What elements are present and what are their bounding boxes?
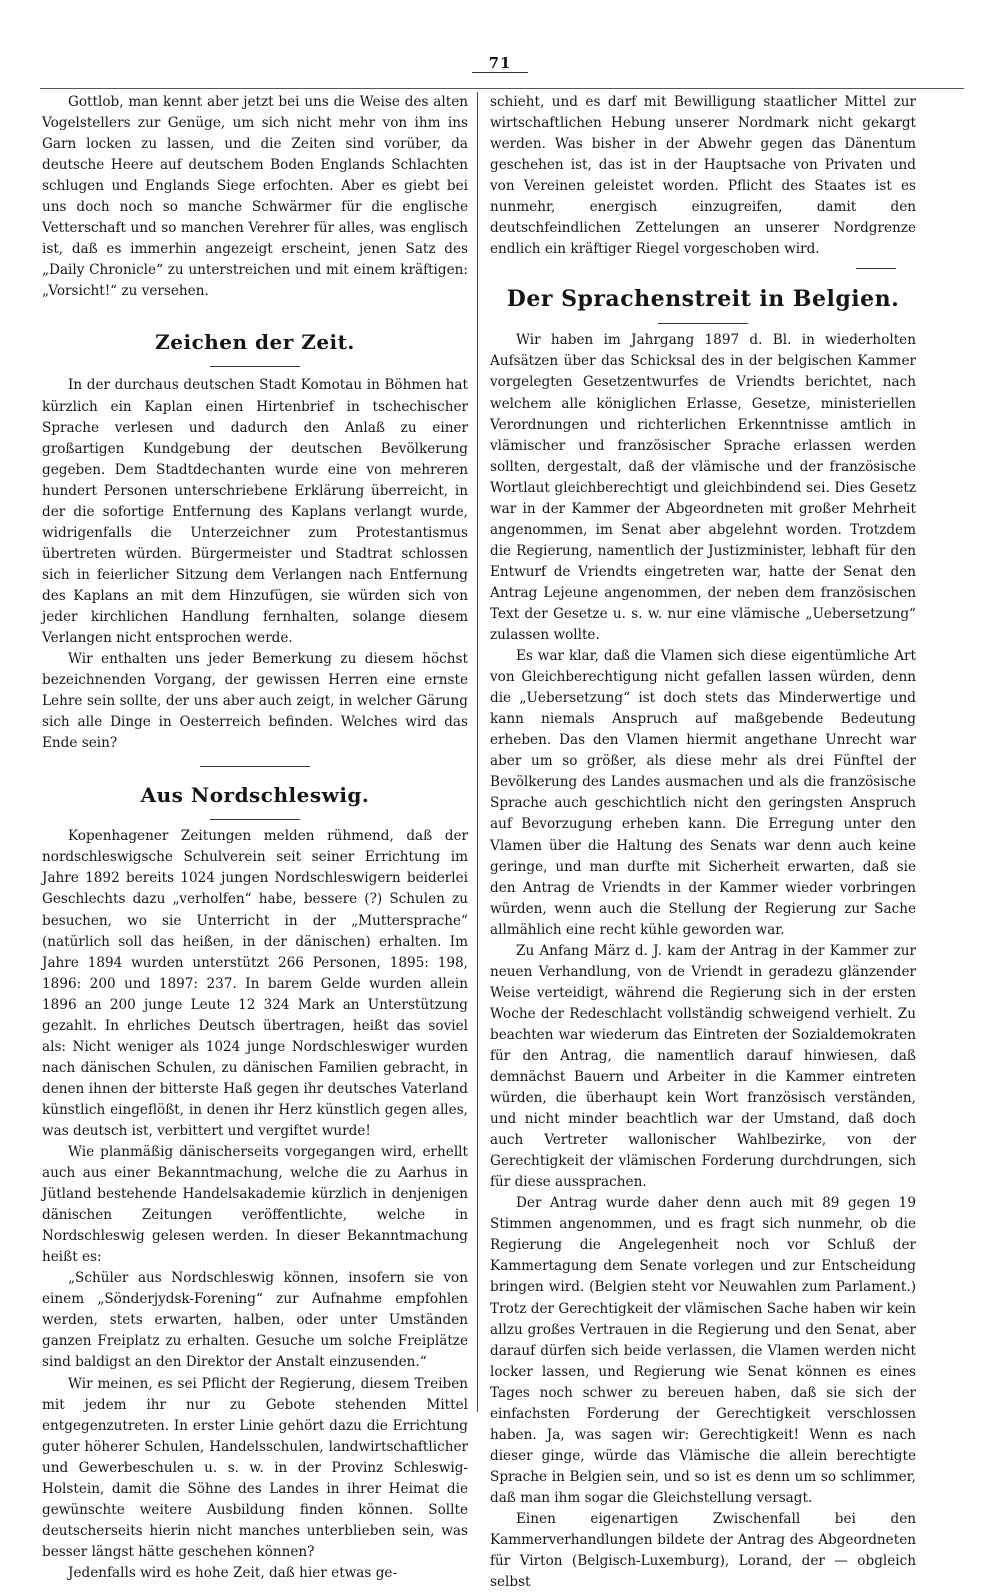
quoted-paragraph: „Schüler aus Nordschleswig können, insofern sie von einem „Sönderjydsk-Forening“ zur Aufnahme empfohlen werden, stets erwarten, halben, oder unter Umständen ganzen Freiplatz zu erhalten. Gesuche um solche Freiplätze sind baldigst an den Direktor der Anstalt einzusenden.“: [42, 1270, 468, 1371]
article-paragraph: Wir meinen, es sei Pflicht der Regierung, diesem Treiben mit jedem ihr nur zu Gebote stehenden Mittel entgegenzutreten. In erster Linie gehört dazu die Errichtung guter höherer Schulen, Handelsschulen, landwirtschaftlicher und Gewerbeschulen u. s. w. in der Provinz Schleswig-Holstein, damit die Söhne des Landes in ihrer Heimat die gewünschte weitere Ausbildung finden können. Sollte deutscherseits hierin nicht manches unterblieben sein, was besser längst hätte geschehen können?: [42, 1375, 468, 1560]
continuation-paragraph: schieht, und es darf mit Bewilligung staatlicher Mittel zur wirtschaftlichen Hebung unserer Nordmark nicht gekargt werden. Was bisher in der Abwehr gegen das Dänentum geschehen ist, das ist in der Hauptsache von Privaten und von Vereinen geleistet worden. Pflicht des Staates ist es nunmehr, energisch einzugreifen, damit den deutschfeindlichen Zettelungen an unserer Nordgrenze endlich ein kräftiger Riegel vorgeschoben wird.: [490, 94, 916, 258]
article-paragraph: Zu Anfang März d. J. kam der Antrag in der Kammer zur neuen Verhandlung, von de Vriendt in geradezu glänzender Weise verteidigt, während die Regierung sich in der ersten Woche der Redeschlacht vollständig schweigend verhielt. Zu beachten war wiederum das Eintreten der Sozialdemokraten für den Antrag, die namentlich darauf hinwiesen, daß demnächst Bauern und Arbeiter in die Kammer eintreten würden, die überhaupt kein Wort französisch verständen, und nicht minder beachtlich war der Umstand, daß doch auch Vertreter wallonischer Wahlbezirke, von der Gerechtigkeit der vlämischen Forderung durchdrungen, sich für diese aussprachen.: [490, 942, 916, 1191]
right-column: [490, 92, 916, 1591]
article-paragraph: Der Antrag wurde daher denn auch mit 89 gegen 19 Stimmen angenommen, und es fragt sich nunmehr, ob die Regierung die Angelegenheit noch vor Schluß der Kammertagung dem Senate vorlegen und zur Entscheidung bringen wird. (Belgien steht vor Neuwahlen zum Parlament.) Trotz der Gerechtigkeit der vlämischen Sache haben wir kein allzu großes Vertrauen in die Regierung und den Senat, aber darauf dürfen sich beide verlassen, die Vlamen werden nicht locker lassen, und Regierung wie Senat können es eines Tages noch schwer zu bereuen haben, daß sie sich der einfachsten Forderung der Gerechtigkeit verschlossen haben. Ja, was sagen wir: Gerechtigkeit! Wenn es nach dieser ginge, würde das Vlämische die allein berechtigte Sprache in Belgien sein, und so ist es denn um so schlimmer, daß man ihm sogar die Gleichstellung versagt.: [490, 1195, 916, 1506]
article-paragraph: In der durchaus deutschen Stadt Komotau in Böhmen hat kürzlich ein Kaplan einen Hirtenbrief in tschechischer Sprache verlesen und dadurch den Anlaß zu einer großartigen Kundgebung der deutschen Bevölkerung gegeben. Dem Stadtdechanten wurde eine von mehreren hundert Personen unterschriebene Erklärung überreicht, in der die sofortige Entfernung des Kaplans verlangt wurde, widrigenfalls die Unterzeichner zum Protestantismus übertreten würden. Bürgermeister und Stadtrat schlossen sich in feierlicher Sitzung dem Verlangen nach Entfernung des Kaplans an mit dem Hinzufügen, sie würden sich von jeder kirchlichen Handlung fernhalten, solange diesem Verlangen nicht entsprochen werde.: [42, 377, 468, 647]
section-heading-zeichen-der-zeit: Zeichen der Zeit.: [155, 330, 355, 355]
article-paragraph: Einen eigenartigen Zwischenfall bei den Kammerverhandlungen bildete der Antrag des Abgeordneten für Virton (Belgisch-Luxemburg), Lorand, der — obgleich selbst: [490, 1511, 916, 1591]
article-paragraph: Wie planmäßig dänischerseits vorgegangen wird, erhellt auch aus einer Bekanntmachung, welche die zu Aarhus in Jütland bestehende Handelsakademie kürzlich in denjenigen dänischen Zeitungen veröffentlichte, welche in Nordschleswig gelesen werden. In dieser Bekanntmachung heißt es:: [42, 1144, 468, 1266]
page-number-rule: [472, 72, 528, 73]
article-paragraph: Es war klar, daß die Vlamen sich diese eigentümliche Art von Gleichberechtigung nicht gefallen lassen würden, denn die „Uebersetzung“ ist doch stets das Minderwertige und kann niemals Anspruch auf maßgebende Bedeutung erheben. Das den Vlamen hiermit angethane Unrecht war aber um so größer, als diese mehr als drei Fünftel der Bevölkerung des Landes ausmachen und als die französische Sprache auch geschichtlich nicht den geringsten Anspruch auf Bevorzugung erheben kann. Die Erregung unter den Vlamen über die Haltung des Senats war denn auch keine geringe, und man durfte mit Sicherheit erwarten, daß sie den Antrag de Vriendts in der Kammer wieder vorbringen würden, wenn auch die Stellung der Regierung zur Sache allmählich eine recht kühle geworden war.: [490, 648, 916, 938]
end-rule: [856, 268, 896, 269]
section-heading-aus-nordschleswig: Aus Nordschleswig.: [140, 783, 370, 808]
article-paragraph: Kopenhagener Zeitungen melden rühmend, daß der nordschleswigsche Schulverein seit seiner Errichtung im Jahre 1892 bereits 1024 jungen Nordschleswigern beiderlei Geschlechts dazu „verholfen“ habe, bessere (?) Schulen zu besuchen, wo sie Unterricht in der „Muttersprache“ (natürlich soll das heißen, in der dänischen) erhalten. Im Jahre 1894 wurden unterstützt 266 Personen, 1895: 198, 1896: 200 und 1897: 237. In barem Gelde wurden allein 1896 an 200 junge Leute 12 324 Mark an Unterstützung gezahlt. In ehrliches Deutsch übertragen, heißt das soviel als: Nicht weniger als 1024 junge Nordschleswiger wurden nach dänischen Schulen, zu dänischen Familien gebracht, in denen ihnen der bitterste Haß gegen ihr deutsches Vaterland künstlich eingeflößt, in denen ihr Herz künstlich gegen alles, was deutsch ist, verbittert und vergiftet wurde!: [42, 828, 468, 1139]
intro-paragraph: Gottlob, man kennt aber jetzt bei uns die Weise des alten Vogelstellers zur Genüge, um sich nicht mehr von ihm ins Garn locken zu lassen, und die Zeiten sind vorüber, da deutsche Heere auf deutschem Boden Englands Schlachten schlugen und Englands Siege erfochten. Aber es giebt bei uns doch noch so manche Schwärmer für die englische Vetterschaft und so manchen Verehrer für alles, was englisch ist, daß es immerhin angezeigt erscheint, jenen Satz des „Daily Chronicle“ zu unterstreichen und mit einem kräftigen: „Vorsicht!“ zu versehen.: [42, 94, 468, 300]
header-rule: [40, 88, 964, 89]
column-divider: [477, 92, 478, 1412]
section-heading-sprachenstreit: Der Sprachenstreit in Belgien.: [506, 286, 900, 313]
section-divider: [200, 766, 310, 767]
left-column: [42, 92, 468, 1581]
article-paragraph: Jedenfalls wird es hohe Zeit, daß hier etwas ge-: [68, 1564, 398, 1581]
article-paragraph: Wir haben im Jahrgang 1897 d. Bl. in wiederholten Aufsätzen über das Schicksal des in der belgischen Kammer vorgelegten Gesetzentwurfes de Vriendts berichtet, nach welchem alle königlichen Erlasse, Gesetze, ministeriellen Verordnungen und richterlichen Erkenntnisse amtlich in vlämischer und französischer Sprache erlassen werden sollten, dergestalt, daß der vlämische und der französische Wortlaut gleichberechtigt und gleichbindend sei. Dies Gesetz war in der Kammer der Abgeordneten mit großer Mehrheit angenommen, im Senat aber abgelehnt worden. Trotzdem die Regierung, namentlich der Justizminister, lebhaft für den Entwurf de Vriendts eingetreten war, hatte der Senat den Antrag Lejeune angenommen, der neben dem französischen Text der Gesetze u. s. w. nur eine vlämische „Uebersetzung“ zulassen wollte.: [490, 332, 916, 644]
page-number: 71: [488, 54, 512, 72]
article-paragraph: Wir enthalten uns jeder Bemerkung zu diesem höchst bezeichnenden Vorgang, der gewissen Herren eine ernste Lehre sein sollte, der uns aber auch zeigt, in welcher Gärung sich alle Dinge in Oesterreich befinden. Welches wird das Ende sein?: [42, 651, 468, 752]
